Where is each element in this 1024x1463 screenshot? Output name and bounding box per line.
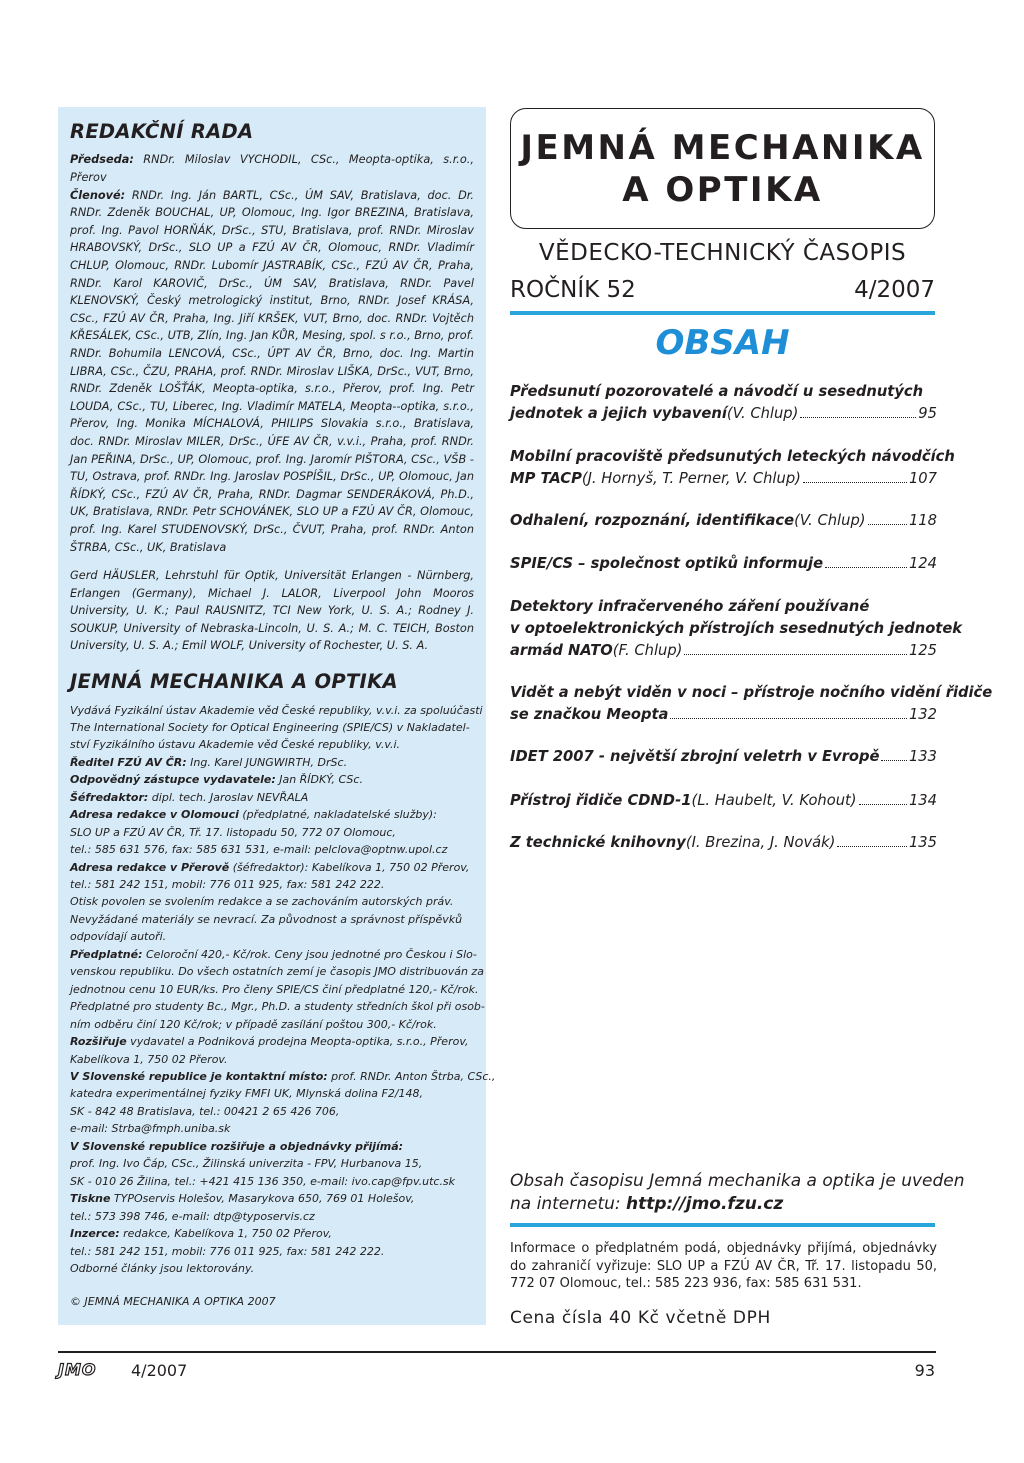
publisher-line-text: SLO UP a FZÚ AV ČR, Tř. 17. listopadu 50, 772 07 Olomouc, — [70, 825, 396, 839]
volume-label: ROČNÍK 52 — [510, 277, 636, 303]
publisher-line-text: tel.: 581 242 151, mobil: 776 011 925, fax: 581 242 222. — [70, 1244, 385, 1258]
publisher-line-text: tel.: 573 398 746, e-mail: dtp@typoservis.cz — [70, 1209, 315, 1223]
toc-dot-leader — [837, 846, 907, 847]
web-note-text: Obsah časopisu Jemná mechanika a optika je uveden — [510, 1171, 965, 1191]
publisher-line-text: Kabelíkova 1, 750 02 Přerov. — [70, 1052, 228, 1066]
publisher-line-text: Nevyžádané materiály se nevrací. Za původnost a správnost příspěvků — [70, 912, 463, 926]
toc-entry[interactable] — [510, 682, 993, 726]
toc-page-number: 134 — [908, 792, 937, 809]
editorial-board-list — [70, 151, 474, 556]
toc-page-number: 95 — [918, 404, 937, 422]
toc-entry[interactable] — [510, 510, 937, 532]
publisher-line-text: Odborné články jsou lektorovány. — [70, 1262, 255, 1275]
toc-entry-line — [510, 640, 937, 662]
toc-article-title: MP TACP — [510, 469, 582, 487]
publisher-line — [70, 754, 474, 771]
publisher-line — [70, 736, 474, 753]
publisher-line-text: vydavatel a Podniková prodejna Meopta-optika, s.r.o., Přerov, — [126, 1035, 469, 1049]
toc-article-authors: (V. Chlup) — [726, 404, 799, 422]
toc-article-title: Detektory infračerveného záření používané — [510, 598, 870, 615]
chair-text: RNDr. Miloslav VYCHODIL, CSc., Meopta-optika, s.r.o., Přerov — [70, 153, 474, 185]
publisher-line-text: prof. Ing. Ivo Čáp, CSc., Žilinská univerzita - FPV, Hurbanova 15, — [70, 1157, 423, 1171]
toc-dot-leader — [800, 417, 916, 418]
publisher-line-text: SK - 842 48 Bratislava, tel.: 00421 2 65 426 706, — [70, 1104, 340, 1118]
toc-entry[interactable] — [510, 381, 937, 425]
toc-article-title: jednotek a jejich vybavení — [510, 404, 727, 422]
toc-article-title: Odhalení, rozpoznání, identifikace — [510, 512, 795, 529]
publisher-line — [70, 841, 474, 858]
publisher-line-label: Adresa redakce v Olomouci — [70, 808, 239, 822]
toc-page-number: 125 — [908, 641, 937, 659]
publisher-line — [70, 859, 474, 876]
publisher-line-text: jednotnou cenu 10 EUR/ks. Pro členy SPIE/CS činí předplatné 120,- Kč/rok. — [70, 982, 479, 996]
blue-divider-bottom — [510, 1223, 935, 1227]
publisher-line — [70, 1190, 474, 1207]
copyright-notice: © JEMNÁ MECHANIKA A OPTIKA 2007 — [70, 1295, 276, 1309]
publisher-line-text: katedra experimentálnej fyziky FMFI UK, Mlynská dolina F2/148, — [70, 1087, 424, 1101]
journal-title-line-1: JEMNÁ MECHANIKA — [520, 128, 925, 168]
subscription-info: Informace o předplatném podá, objednávky přijímá, objednávky do zahraničí vyřizuje: SLO UP a FZÚ AV ČR, Tř. 17. listopadu 50, 772 07 Olomouc, tel.: 585 223 936, fax: 585 631 531. — [510, 1241, 937, 1291]
publisher-line — [70, 719, 474, 736]
publisher-line-text: tel.: 585 631 576, fax: 585 631 531, e-mail: pelclova@optnw.upol.cz — [70, 843, 448, 857]
page-number: 93 — [914, 1361, 935, 1380]
toc-entry-line — [510, 618, 963, 640]
publisher-line-label: V Slovenské republice rozšiřuje a objednávky přijímá: — [70, 1139, 404, 1153]
publisher-line-label: Adresa redakce v Přerově — [70, 860, 230, 874]
publisher-line-text: dipl. tech. Jaroslav NEVŘALA — [148, 790, 309, 804]
publisher-line — [70, 1068, 496, 1085]
toc-article-title: armád NATO — [510, 641, 613, 659]
issue-price: Cena čísla 40 Kč včetně DPH — [510, 1308, 771, 1328]
toc-article-title: Vidět a nebýt viděn v noci – přístroje nočního vidění řidiče — [510, 684, 993, 701]
publisher-line-text: Jan ŘÍDKÝ, CSc. — [275, 773, 363, 787]
publisher-line-text: odpovídají autoři. — [70, 930, 167, 944]
toc-dot-leader — [684, 654, 907, 655]
publisher-line-text: ství Fyzikálního ústavu Akademie věd České republiky, v.v.i. — [70, 738, 401, 752]
toc-entry[interactable] — [510, 596, 963, 661]
toc-entry[interactable] — [510, 446, 955, 490]
publisher-line — [70, 1208, 474, 1225]
toc-entry-line — [510, 381, 937, 403]
toc-dot-leader — [868, 524, 907, 525]
publisher-line — [70, 998, 485, 1015]
publisher-line — [70, 946, 477, 963]
toc-article-title: v optoelektronických přístrojích sesednutých jednotek — [510, 619, 963, 637]
toc-article-title: Mobilní pracoviště předsunutých leteckých návodčích — [510, 448, 955, 465]
toc-dot-leader — [803, 482, 907, 483]
blue-divider-top — [510, 311, 935, 315]
journal-url-link[interactable]: http://jmo.fzu.cz — [626, 1194, 784, 1214]
toc-article-authors: (F. Chlup) — [612, 641, 683, 659]
toc-entry[interactable] — [510, 553, 937, 575]
publisher-line-text: Předplatné pro studenty Bc., Mgr., Ph.D. a studenty středních škol při osob- — [70, 1000, 485, 1014]
publisher-line-text: e-mail: Strba@fmph.uniba.sk — [70, 1122, 231, 1136]
members-text: RNDr. Ing. Ján BARTL, CSc., ÚM SAV, Bratislava, doc. Dr. RNDr. Zdeněk BOUCHAL, UP, Olomouc, Ing. Igor BREZINA, Bratislava, prof. Ing. Pavol HORŇÁK, DrSc., STU, Bratislava, prof. RNDr. Miroslav HRABOVSKÝ, DrSc., SLO UP a FZÚ AV ČR, Olomouc, RNDr. Vladimír CHLUP, Olomouc, RNDr. Lubomír JASTRABÍK, CSc., FZÚ AV ČR, Praha, RNDr. Karol KAROVIČ, DrSc., ÚM SAV, Bratislava, RNDr. Pavel KLENOVSKÝ, Český metrologický institut, Brno, RNDr. Josef KRÁSA, CSc., FZÚ AV ČR, Praha, Ing. Jiří KRŠEK, VUT, Brno, doc. RNDr. Vojtěch KŘESÁLEK, CSc., UTB, Zlín, Ing. Jan KŮR, Mesing, spol. s r.o., Brno, prof. RNDr. Bohumila LENCOVÁ, CSc., ÚPT AV ČR, Brno, doc. Ing. Martin LIBRA, CSc., ČZU, PRAHA, prof. RNDr. Miroslav LIŠKA, DrSc., VUT, Brno, RNDr. Zdeněk LOŠŤÁK, Meopta-optika, s.r.o., Přerov, prof. Ing. Petr LOUDA, CSc., TU, Liberec, Ing. Vladimír MATELA, Meopta--optika, s.r.o., Přerov, Ing. Monika MÍCHALOVÁ, PHILIPS Slovakia s.r.o., Bratislava, doc. RNDr. Miroslav MILER, DrSc., ÚFE AV ČR, v.v.i., Praha, prof. RNDr. Jan PEŘINA, DrSc., UP, Olomouc, prof. Ing. Jaromír PIŠTORA, CSc., VŠB - TU, Ostrava, prof. RNDr. Ing. Jaroslav POSPÍŠIL, DrSc., UP, Olomouc, Jan ŘÍDKÝ, CSc., FZÚ AV ČR, Praha, RNDr. Dagmar SENDERÁKOVÁ, Ph.D., UK, Bratislava, RNDr. Petr SCHOVÁNEK, SLO UP a FZÚ AV ČR, Olomouc, prof. Ing. Karel STUDENOVSKÝ, DrSc., ČVUT, Praha, prof. RNDr. Anton ŠTRBA, CSc., UK, Bratislava — [70, 188, 475, 554]
publisher-line-text: SK - 010 26 Žilina, tel.: +421 415 136 350, e-mail: ivo.cap@fpv.utc.sk — [70, 1174, 456, 1188]
toc-article-title: SPIE/CS – společnost optiků informuje — [510, 555, 824, 572]
toc-entry-line — [510, 790, 937, 812]
publisher-line — [70, 1016, 474, 1033]
publisher-line — [70, 806, 474, 823]
journal-subtitle: VĚDECKO-TECHNICKÝ ČASOPIS — [538, 240, 907, 266]
toc-dot-leader — [881, 760, 907, 761]
international-board: Gerd HÄUSLER, Lehrstuhl für Optik, Universität Erlangen - Nürnberg, Erlangen (Germany), Michael J. LALOR, Liverpool John Mooros University, U. K.; Paul RAUSNITZ, TCI New York, U. S. A.; Rodney J. SOUKUP, University of Nebraska-Lincoln, U. S. A.; M. C. TEICH, Boston University, U. S. A.; Emil WOLF, University of Rochester, U. S. A. — [70, 569, 474, 653]
publisher-line-text: redakce, Kabelíkova 1, 750 02 Přerov, — [119, 1227, 332, 1241]
publisher-line — [70, 1173, 474, 1190]
journal-heading: JEMNÁ MECHANIKA A OPTIKA — [70, 670, 398, 694]
toc-article-title: Přístroj řidiče CDND-1 — [510, 792, 692, 809]
publisher-line-text: Ing. Karel JUNGWIRTH, DrSc. — [186, 755, 348, 769]
toc-dot-leader — [670, 718, 906, 719]
toc-article-authors: (I. Brezina, J. Novák) — [685, 834, 836, 851]
publisher-line-text: ním odběru činí 120 Kč/rok; v případě zasílání poštou 300,- Kč/rok. — [70, 1017, 437, 1031]
publisher-line-text: Celoroční 420,- Kč/rok. Ceny jsou jednotné pro Českou i Slo- — [142, 947, 477, 961]
toc-entry-line — [510, 682, 993, 704]
publisher-line — [70, 824, 474, 841]
footer-issue: 4/2007 — [131, 1361, 188, 1380]
web-note-prefix: na internetu: — [510, 1194, 627, 1214]
publisher-line — [70, 1033, 474, 1050]
editorial-board-heading: REDAKČNÍ RADA — [70, 120, 254, 143]
toc-article-authors: (L. Haubelt, V. Kohout) — [691, 792, 857, 809]
publisher-line — [70, 1120, 474, 1137]
toc-dot-leader — [859, 804, 907, 805]
publisher-line-text: The International Society for Optical Engineering (SPIE/CS) v Nakladatel- — [70, 720, 470, 734]
publisher-line-text: venskou republiku. Do všech ostatních zemí je časopis JMO distribuován za — [70, 965, 484, 979]
publisher-line — [70, 1225, 474, 1242]
publisher-line-label: Inzerce: — [70, 1227, 120, 1241]
toc-page-number: 118 — [908, 512, 937, 529]
toc-entry-line — [510, 832, 937, 854]
publisher-line — [70, 963, 484, 980]
publisher-line-text: prof. RNDr. Anton Štrba, CSc., — [327, 1070, 496, 1084]
journal-title-box — [510, 108, 935, 229]
publisher-line — [70, 1260, 474, 1277]
publisher-line — [70, 911, 474, 928]
footer-divider — [58, 1351, 936, 1353]
issue-label: 4/2007 — [854, 277, 935, 303]
publisher-line-text: Vydává Fyzikální ústav Akademie věd České republiky, v.v.i. za spoluúčasti — [70, 703, 483, 717]
toc-page-number: 132 — [908, 705, 937, 723]
publisher-line — [70, 1155, 474, 1172]
jmo-logo: JMO — [58, 1360, 97, 1379]
toc-article-title: Z technické knihovny — [510, 834, 686, 851]
publisher-line — [70, 1085, 474, 1102]
toc-entry-line — [510, 510, 937, 532]
toc-dot-leader — [825, 567, 907, 568]
publisher-line-label: Odpovědný zástupce vydavatele: — [70, 773, 276, 787]
toc-page-number: 107 — [908, 469, 937, 487]
toc-page-number: 133 — [908, 748, 937, 765]
publisher-line — [70, 1103, 474, 1120]
toc-entry-line — [510, 468, 937, 490]
publisher-line — [70, 1243, 474, 1260]
publisher-line-text: (předplatné, nakladatelské služby): — [238, 808, 437, 822]
toc-entry-line — [510, 403, 937, 425]
publisher-line-label: Ředitel FZÚ AV ČR: — [70, 755, 187, 769]
publisher-line — [70, 1138, 474, 1155]
toc-entry-line — [510, 596, 937, 618]
publisher-line — [70, 981, 479, 998]
toc-article-title: Předsunutí pozorovatelé a návodčí u sesednutých — [510, 383, 924, 400]
web-note — [510, 1170, 965, 1216]
journal-title-line-2: A OPTIKA — [622, 170, 823, 210]
publisher-line — [70, 876, 474, 893]
toc-article-authors: (V. Chlup) — [794, 512, 866, 529]
toc-entry-line — [510, 704, 937, 726]
publisher-info — [70, 702, 496, 1278]
toc-entry-line — [510, 553, 937, 575]
toc-article-title: se značkou Meopta — [510, 705, 669, 723]
publisher-line-text: (šéfredaktor): Kabelíkova 1, 750 02 Přerov, — [229, 860, 470, 874]
editorial-panel — [58, 107, 496, 1325]
publisher-line-label: Předplatné: — [70, 947, 143, 961]
toc-article-authors: (J. Hornyš, T. Perner, V. Chlup) — [581, 469, 801, 487]
publisher-line-label: Rozšiřuje — [70, 1035, 127, 1049]
publisher-line-text: Otisk povolen se svolením redakce a se zachováním autorských práv. — [70, 895, 454, 909]
publisher-line — [70, 893, 474, 910]
chair-label: Předseda: — [70, 153, 134, 167]
toc-entry-line — [510, 746, 937, 768]
publisher-line-label: Tiskne — [70, 1192, 111, 1206]
members-label: Členové: — [70, 188, 126, 202]
publisher-line-label: Šéfredaktor: — [70, 790, 149, 804]
publisher-line — [70, 789, 474, 806]
publisher-line — [70, 928, 474, 945]
publisher-line — [70, 1051, 474, 1068]
publisher-line-label: V Slovenské republice je kontaktní místo: — [70, 1070, 328, 1084]
publisher-line — [70, 702, 483, 719]
toc-entry-line — [510, 446, 955, 468]
toc-article-title: IDET 2007 - největší zbrojní veletrh v Evropě — [510, 748, 880, 765]
toc-entry[interactable] — [510, 832, 937, 854]
publisher-line — [70, 771, 474, 788]
toc-page-number: 124 — [908, 555, 937, 572]
contents-heading: OBSAH — [655, 323, 790, 363]
toc-page-number: 135 — [908, 834, 937, 851]
publisher-line-text: tel.: 581 242 151, mobil: 776 011 925, fax: 581 242 222. — [70, 878, 385, 892]
toc-entry[interactable] — [510, 790, 937, 812]
publisher-line-text: TYPOservis Holešov, Masarykova 650, 769 01 Holešov, — [110, 1192, 415, 1206]
toc-entry[interactable] — [510, 746, 937, 768]
